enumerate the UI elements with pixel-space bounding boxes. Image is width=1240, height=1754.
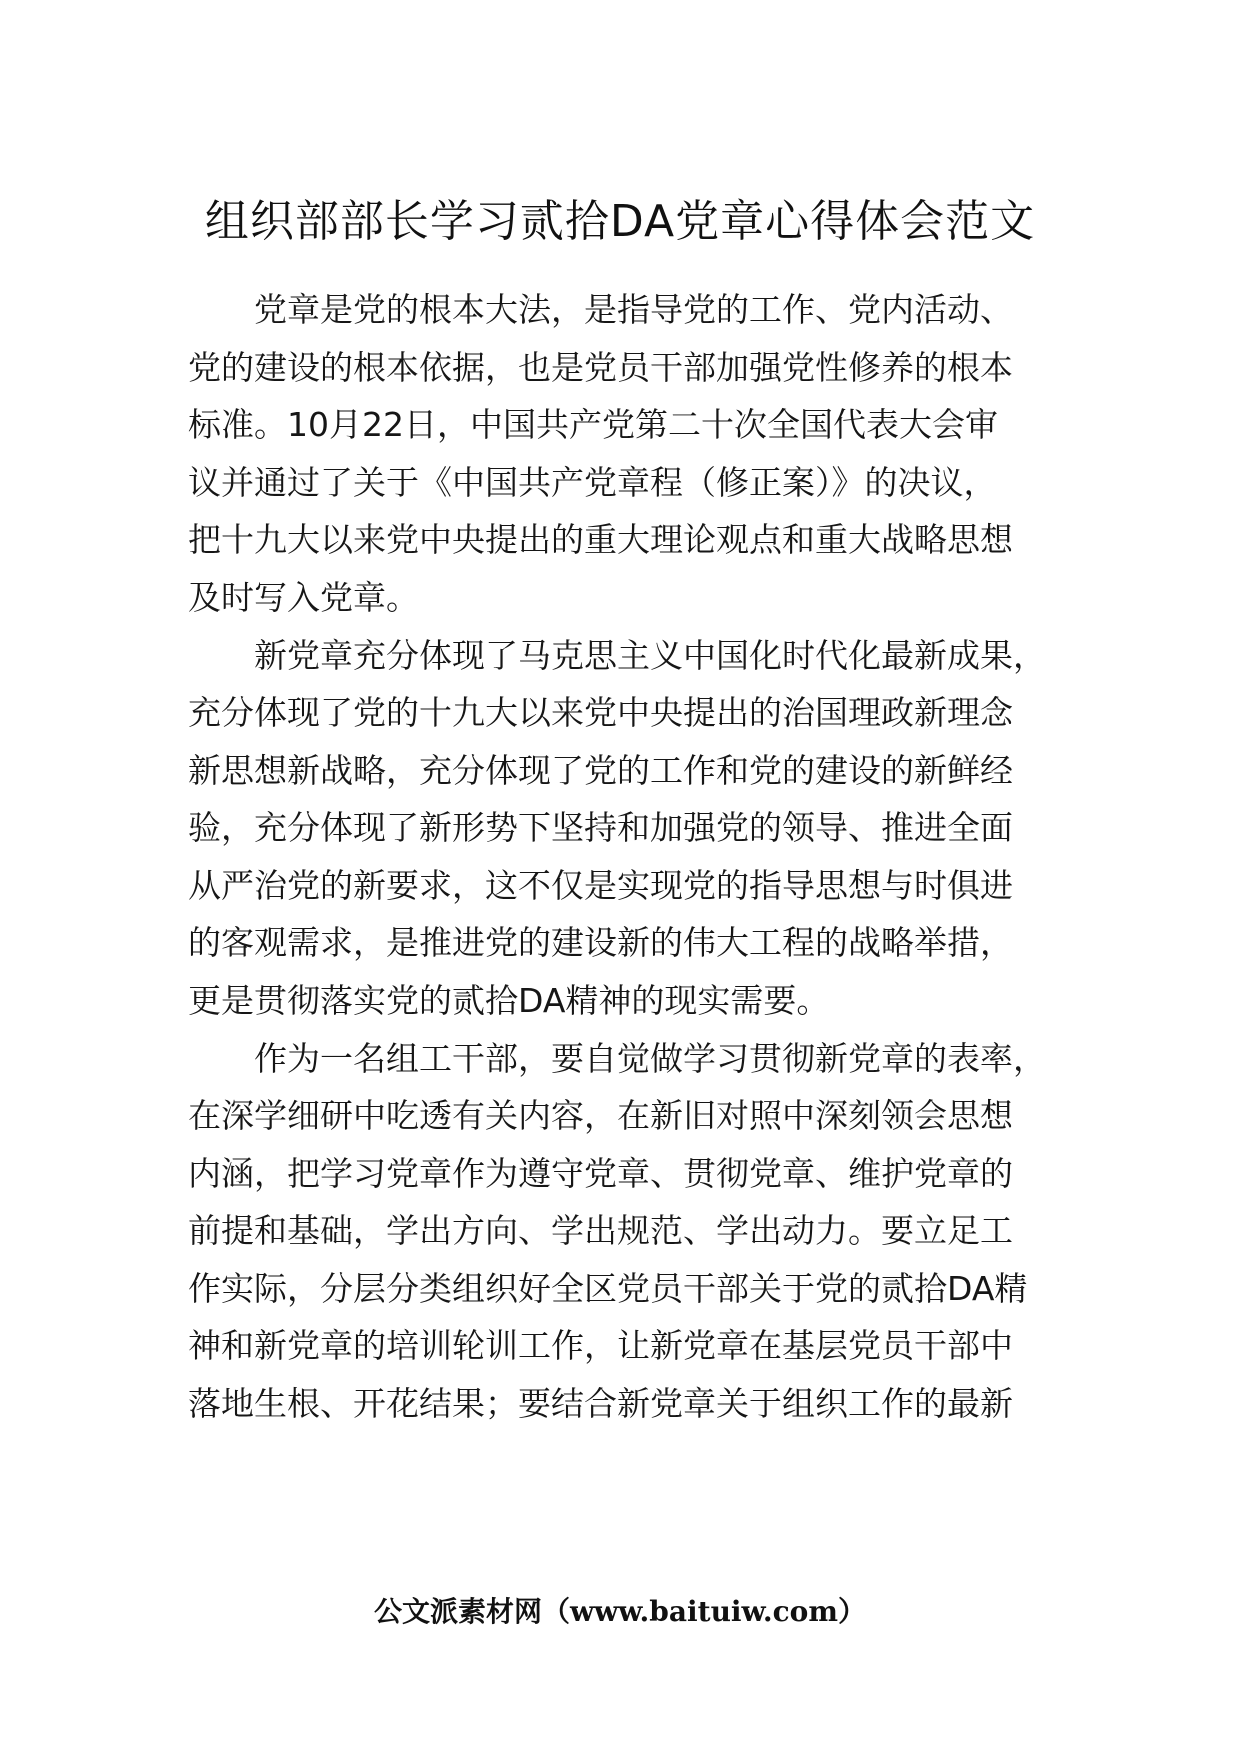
paragraph-1-line-5: 把十九大以来党中央提出的重大理论观点和重大战略思想 xyxy=(188,520,1013,559)
paragraph-2-line-5: 从严治党的新要求，这不仅是实现党的指导思想与时俱进 xyxy=(188,866,1013,905)
paragraph-3-line-2: 在深学细研中吃透有关内容，在新旧对照中深刻领会思想 xyxy=(188,1096,1013,1135)
paragraph-2-line-7: 更是贯彻落实党的贰拾DA精神的现实需要。 xyxy=(188,981,830,1020)
paragraph-3-line-6: 神和新党章的培训轮训工作，让新党章在基层党员干部中 xyxy=(188,1326,1013,1365)
paragraph-3-line-5: 作实际，分层分类组织好全区党员干部关于党的贰拾DA精 xyxy=(188,1269,1028,1308)
paragraph-2-line-4: 验，充分体现了新形势下坚持和加强党的领导、推进全面 xyxy=(188,808,1013,847)
source-watermark-footer: 公文派素材网（www.baituiw.com） xyxy=(374,1595,866,1628)
paragraph-3-line-7: 落地生根、开花结果；要结合新党章关于组织工作的最新 xyxy=(188,1384,1013,1423)
paragraph-1-line-2: 党的建设的根本依据，也是党员干部加强党性修养的根本 xyxy=(188,348,1013,387)
paragraph-3-line-1: 作为一名组工干部，要自觉做学习贯彻新党章的表率， xyxy=(254,1039,1046,1078)
paragraph-1-line-6: 及时写入党章。 xyxy=(188,578,419,617)
paragraph-3-line-3: 内涵，把学习党章作为遵守党章、贯彻党章、维护党章的 xyxy=(188,1154,1013,1193)
paragraph-2-line-6: 的客观需求，是推进党的建设新的伟大工程的战略举措， xyxy=(188,923,1013,962)
paragraph-1-line-1: 党章是党的根本大法，是指导党的工作、党内活动、 xyxy=(254,290,1013,329)
paragraph-2-line-1: 新党章充分体现了马克思主义中国化时代化最新成果， xyxy=(254,636,1046,675)
paragraph-1-line-4: 议并通过了关于《中国共产党章程（修正案）》的决议， xyxy=(188,463,997,502)
paragraph-1-line-3: 标准。10月22日，中国共产党第二十次全国代表大会审 xyxy=(188,405,998,444)
paragraph-2-line-2: 充分体现了党的十九大以来党中央提出的治国理政新理念 xyxy=(188,693,1013,732)
document-title: 组织部部长学习贰拾DA党章心得体会范文 xyxy=(204,196,1036,247)
paragraph-3-line-4: 前提和基础，学出方向、学出规范、学出动力。要立足工 xyxy=(188,1211,1013,1250)
paragraph-2-line-3: 新思想新战略，充分体现了党的工作和党的建设的新鲜经 xyxy=(188,751,1013,790)
